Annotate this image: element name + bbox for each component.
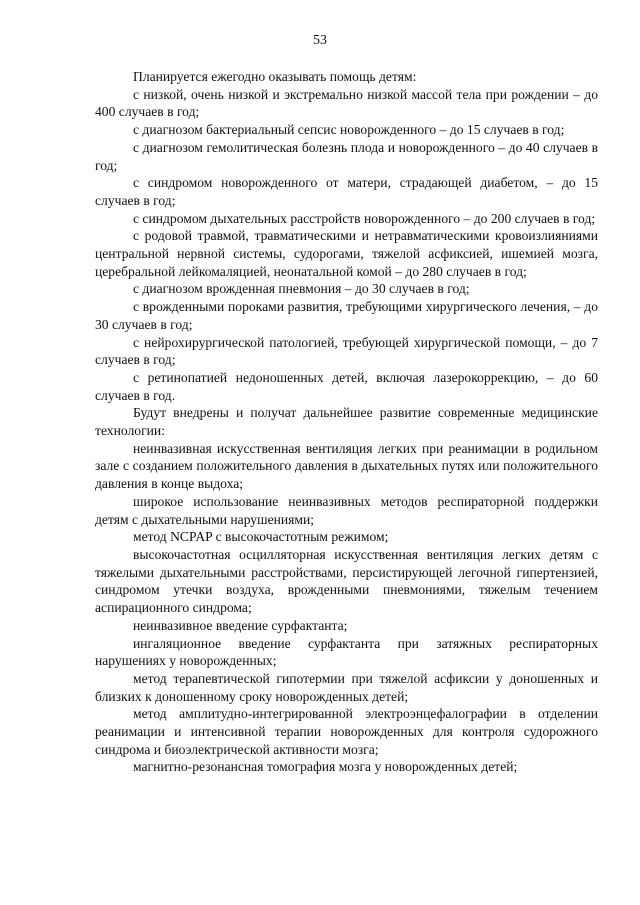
paragraph-respiratory-distress: с синдромом дыхательных расстройств новорожденного – до 200 случаев в год; [133,210,596,226]
paragraph-hypothermia: метод терапевтической гипотермии при тяжелой асфиксии у доношенных и близких к доношенному сроку новорожденных детей; [95,670,598,704]
paragraph-hemolytic-disease: с диагнозом гемолитическая болезнь плода и новорожденного – до 40 случаев в год; [95,139,598,173]
paragraph-surfactant-inhalation: ингаляционное введение сурфактанта при затяжных респираторных нарушениях у новорожденных; [95,635,598,669]
paragraph-neurosurgical: с нейрохирургической патологией, требующей хирургической помощи, – до 7 случаев в год; [95,334,598,368]
paragraph-hf-oscillatory: высокочастотная осцилляторная искусственная вентиляция легких детям с тяжелыми дыхательными расстройствами, персистирующей легочной гипертензией, синдромом утечки воздуха, врожденными пневмониями, тяжелым течением аспирационного синдрома; [95,546,598,616]
paragraph-pneumonia: с диагнозом врожденная пневмония – до 30 случаев в год; [133,281,470,297]
paragraph-respiratory-support: широкое использование неинвазивных методов респираторной поддержки детям с дыхательными нарушениями; [95,493,598,527]
paragraph-noninvasive-ventilation: неинвазивная искусственная вентиляция легких при реанимации в родильном зале с созданием положительного давления в дыхательных путях или положительного давления в конце выдоха; [95,440,598,492]
paragraph-surfactant-noninvasive: неинвазивное введение сурфактанта; [133,617,348,633]
document-body [95,68,598,776]
paragraph-aeeg: метод амплитудно-интегрированной электроэнцефалографии в отделении реанимации и интенсивной терапии новорожденных для контроля судорожного синдрома и биоэлектрической активности мозга; [95,706,598,757]
paragraph-birth-trauma: с родовой травмой, травматическими и нетравматическими кровоизлияниями центральной нервной системы, судорогами, тяжелой асфиксией, ишемией мозга, церебральной лейкомаляцией, неонатальной комой – до 280 случаев в год; [95,228,598,279]
paragraph-malformations: с врожденными пороками развития, требующими хирургического лечения, – до 30 случаев в год; [95,299,598,332]
paragraph-sepsis: с диагнозом бактериальный сепсис новорожденного – до 15 случаев в год; [133,122,565,138]
paragraph-ncpap: метод NCPAP с высокочастотным режимом; [133,529,389,545]
paragraph-diabetic-mother: с синдромом новорожденного от матери, страдающей диабетом, – до 15 случаев в год; [95,175,598,208]
paragraph-retinopathy: с ретинопатией недоношенных детей, включая лазерокоррекцию, – до 60 случаев в год. [95,369,598,403]
paragraph-intro: Планируется ежегодно оказывать помощь детям: [133,69,417,84]
paragraph-technologies-intro: Будут внедрены и получат дальнейшее развитие современные медицинские технологии: [95,405,598,439]
page-number: 53 [313,33,327,48]
paragraph-low-birth-weight: с низкой, очень низкой и экстремально низкой массой тела при рождении – до 400 случаев в год; [95,86,598,120]
paragraph-mri: магнитно-резонансная томография мозга у новорожденных детей; [133,759,518,775]
